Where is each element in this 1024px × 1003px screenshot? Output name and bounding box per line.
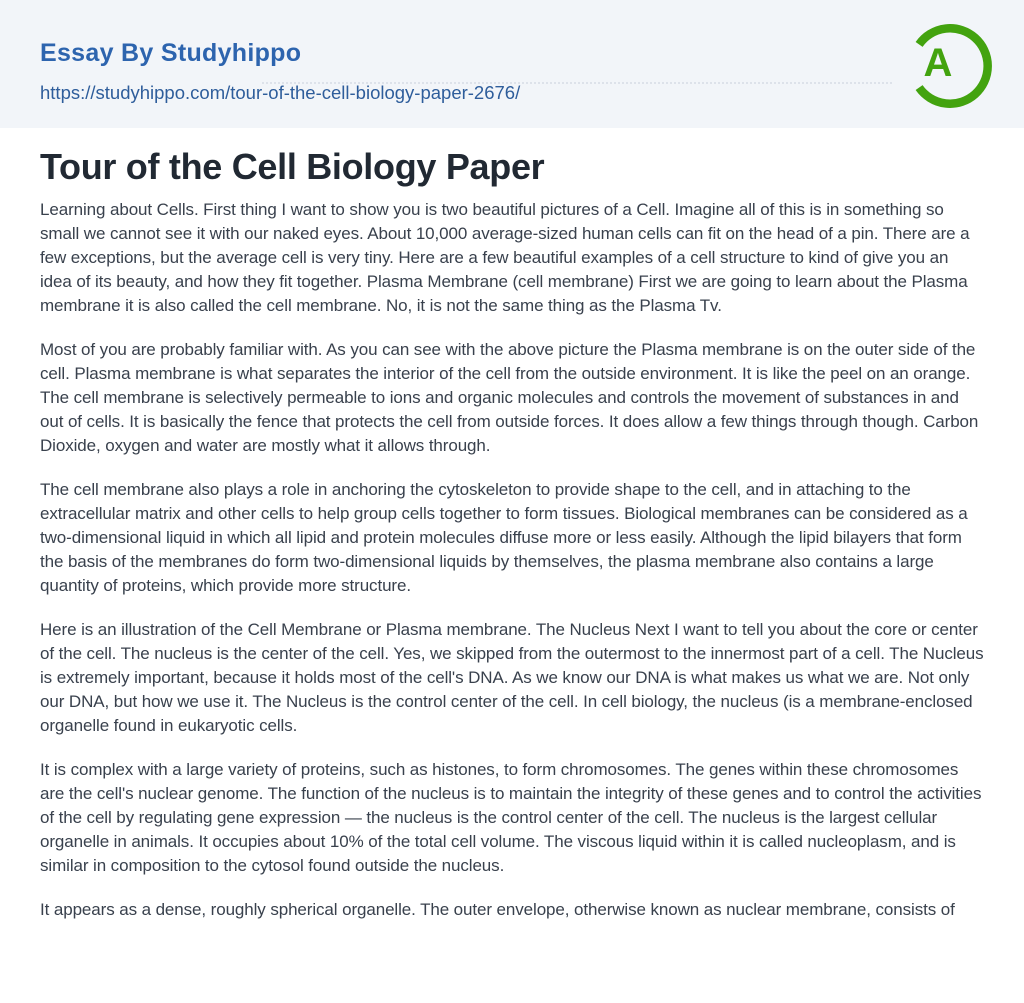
essay-paragraph: The cell membrane also plays a role in anchoring the cytoskeleton to provide shape to the cell, and in attaching to the extracellular matrix and other cells to help group cells together to form tissues. Biological membranes can be considered as a two-dimensional liquid in which all lipid and protein molecules diffuse more or less easily. Although the lipid bilayers that form the basis of the membranes do form two-dimensional liquids by themselves, the plasma membrane also contains a large quantity of proteins, which provide more structure.	[40, 480, 968, 595]
studyhippo-logo-icon	[906, 22, 994, 110]
essay-paragraph: Learning about Cells. First thing I want to show you is two beautiful pictures of a Cell. Imagine all of this is in something so small we cannot see it with our naked eyes. About 10,000 average-sized human cells can fit on the head of a pin. There are a few exceptions, but the average cell is very tiny. Here are a few beautiful examples of a cell structure to kind of give you an idea of its beauty, and how they fit together. Plasma Membrane (cell membrane) First we are going to learn about the Plasma membrane it is also called the cell membrane. No, it is not the same thing as the Plasma Tv.	[40, 200, 970, 315]
header	[0, 0, 1024, 128]
essay-paragraph: Most of you are probably familiar with. As you can see with the above picture the Plasma membrane is on the outer side of the cell. Plasma membrane is what separates the interior of the cell from the outside environment. It is like the peel on an orange. The cell membrane is selectively permeable to ions and organic molecules and controls the movement of substances in and out of cells. It is basically the fence that protects the cell from outside forces. It does allow a few things through though. Carbon Dioxide, oxygen and water are mostly what it allows through.	[40, 340, 979, 455]
essay-paragraph: Here is an illustration of the Cell Membrane or Plasma membrane. The Nucleus Next I want to tell you about the core or center of the cell. The nucleus is the center of the cell. Yes, we skipped from the outermost to the innermost part of a cell. The Nucleus is extremely important, because it holds most of the cell's DNA. As we know our DNA is what makes us what we are. Not only our DNA, but how we use it. The Nucleus is the control center of the cell. In cell biology, the nucleus (is a membrane-enclosed organelle found in eukaryotic cells.	[40, 620, 984, 735]
essay-paragraph: It appears as a dense, roughly spherical organelle. The outer envelope, otherwise known as nuclear membrane, consists of	[40, 900, 955, 919]
header-text-block	[40, 38, 520, 105]
logo-letter: A	[923, 41, 953, 85]
essay-url-link[interactable]: https://studyhippo.com/tour-of-the-cell-biology-paper-2676/	[40, 82, 521, 103]
essay-byline: Essay By Studyhippo	[40, 39, 302, 67]
essay-paragraph: It is complex with a large variety of proteins, such as histones, to form chromosomes. The genes within these chromosomes are the cell's nuclear genome. The function of the nucleus is to maintain the integrity of these genes and to control the activities of the cell by regulating gene expression — the nucleus is the control center of the cell. The nucleus is the largest cellular organelle in animals. It occupies about 10% of the total cell volume. The viscous liquid within it is called nucleoplasm, and is similar in composition to the cytosol found outside the nucleus.	[40, 760, 982, 875]
essay-content	[0, 128, 1024, 922]
page-title: Tour of the Cell Biology Paper	[40, 146, 545, 187]
